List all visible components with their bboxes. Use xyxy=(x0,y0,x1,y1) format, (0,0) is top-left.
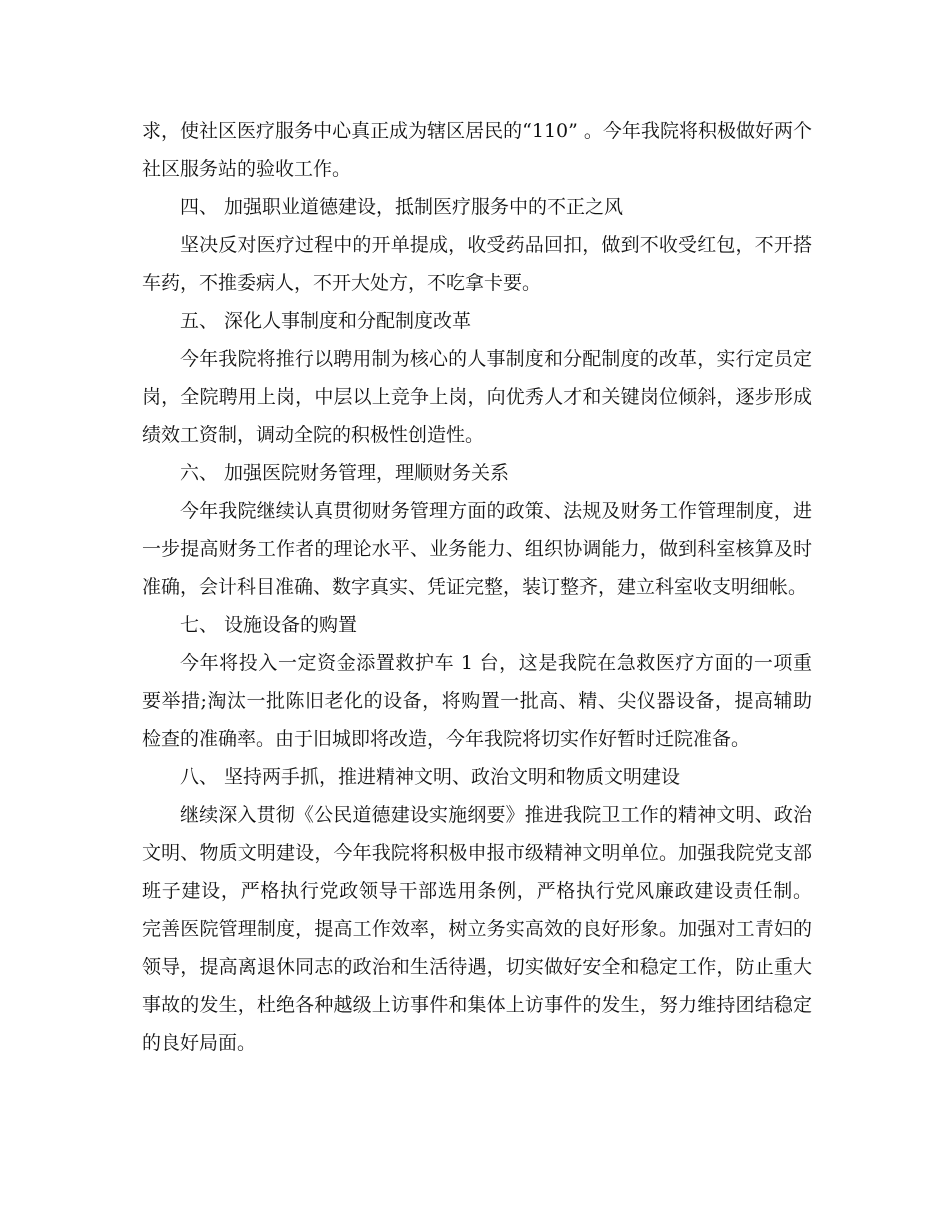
section-heading-7: 七、 设施设备的购置 xyxy=(180,614,358,636)
section-body-6: 今年我院继续认真贯彻财务管理方面的政策、法规及财务工作管理制度，进一步提高财务工作者的理论水平、业务能力、组织协调能力，做到科室核算及时准确，会计科目准确、数字真实、凭证完整，装订整齐，建立科室收支明细帐。 xyxy=(142,500,812,598)
section-body-7: 今年将投入一定资金添置救护车 1 台，这是我院在急救医疗方面的一项重要举措;淘汰一批陈旧老化的设备，将购置一批高、精、尖仪器设备，提高辅助检查的准确率。由于旧城即将改造，今年我院将切实作好暂时迁院准备。 xyxy=(142,652,812,750)
section-body-4: 坚决反对医疗过程中的开单提成，收受药品回扣，做到不收受红包，不开搭车药，不推委病人，不开大处方，不吃拿卡要。 xyxy=(142,234,812,294)
paragraph-continuation: 求，使社区医疗服务中心真正成为辖区居民的“110” 。今年我院将积极做好两个社区服务站的验收工作。 xyxy=(142,120,812,180)
section-body-8: 继续深入贯彻《公民道德建设实施纲要》推进我院卫工作的精神文明、政治文明、物质文明建设，今年我院将积极申报市级精神文明单位。加强我院党支部班子建设，严格执行党政领导干部选用条例，严格执行党风廉政建设责任制。 完善医院管理制度，提高工作效率，树立务实高效的良好形象。加强对工青妇的领导，提高离退休同志的政治和生活待遇，切实做好安全和稳定工作，防止重大事故的发生，杜绝各种越级上访事件和集体上访事件的发生，努力维持团结稳定的良好局面。 xyxy=(142,804,812,1054)
section-heading-6: 六、 加强医院财务管理，理顺财务关系 xyxy=(180,462,510,484)
section-heading-4: 四、 加强职业道德建设，抵制医疗服务中的不正之风 xyxy=(180,196,624,218)
document-body xyxy=(142,112,812,1062)
section-heading-8: 八、 坚持两手抓，推进精神文明、政治文明和物质文明建设 xyxy=(180,766,681,788)
section-body-5: 今年我院将推行以聘用制为核心的人事制度和分配制度的改革，实行定员定岗，全院聘用上岗，中层以上竞争上岗，向优秀人才和关键岗位倾斜，逐步形成绩效工资制，调动全院的积极性创造性。 xyxy=(142,348,812,446)
section-heading-5: 五、 深化人事制度和分配制度改革 xyxy=(180,310,472,332)
